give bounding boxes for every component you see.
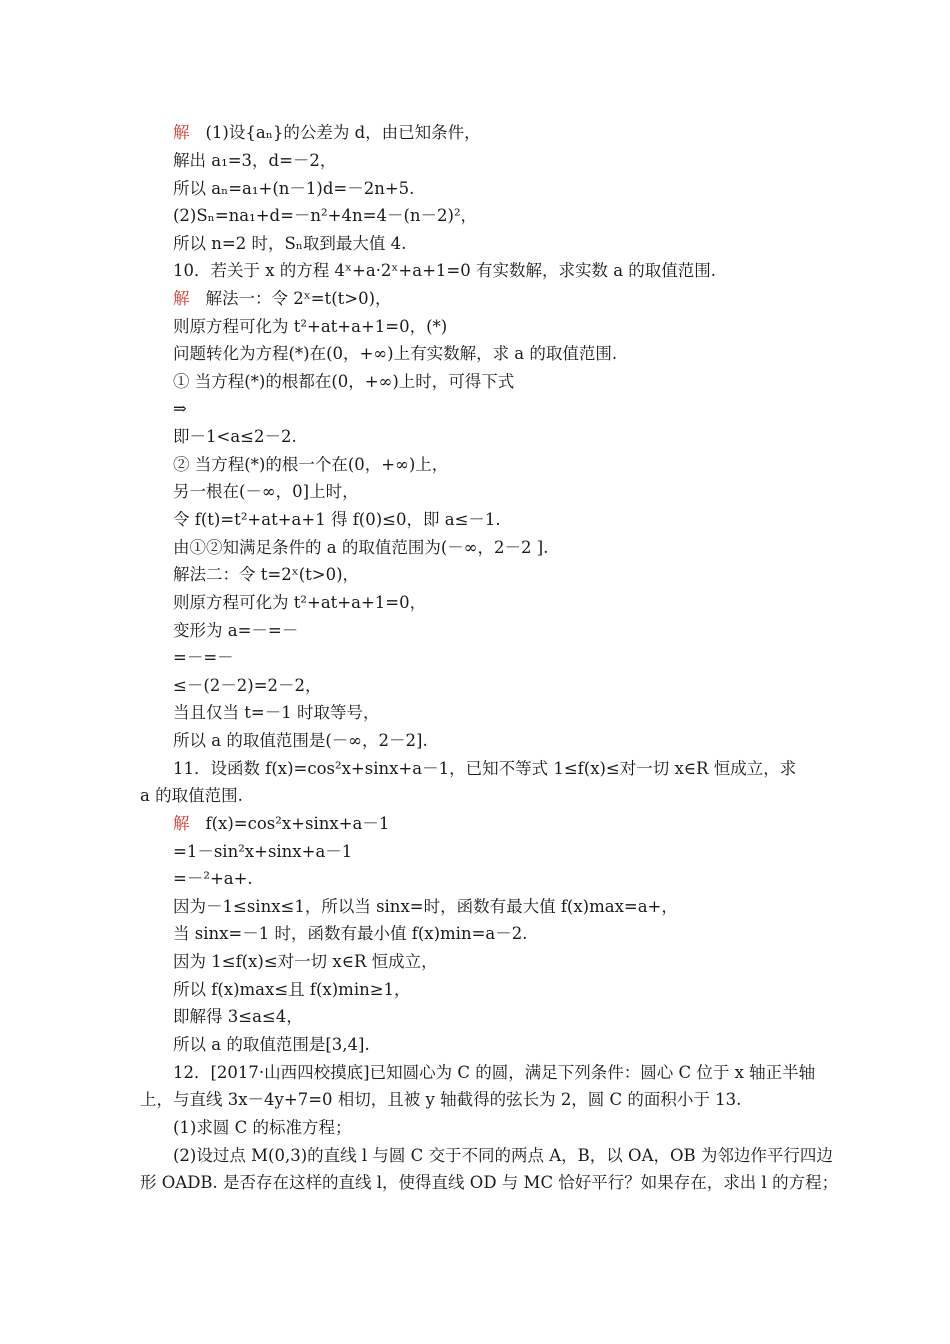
text-line: ② 当方程(*)的根一个在(0，+∞)上， <box>173 455 449 474</box>
text-line: 变形为 a=－=－ <box>173 621 299 640</box>
text-line: 所以 aₙ=a₁+(n－1)d=－2n+5. <box>173 179 415 198</box>
text-line: (2)Sₙ=na₁+d=－n²+4n=4－(n－2)²， <box>173 206 478 225</box>
text-line: 所以 f(x)max≤且 f(x)min≥1， <box>173 980 411 999</box>
question-10: 10．若关于 x 的方程 4ˣ+a·2ˣ+a+1=0 有实数解，求实数 a 的取值范围. <box>173 261 717 280</box>
text-line: 所以 a 的取值范围是[3,4]. <box>173 1035 370 1054</box>
text-line: =－=－ <box>173 648 234 667</box>
text-line: 则原方程可化为 t²+at+a+1=0， <box>173 593 427 612</box>
text-line: 所以 n=2 时，Sₙ取到最大值 4. <box>173 234 407 253</box>
solution-keyword: 解 <box>173 814 190 833</box>
text-line: 所以 a 的取值范围是(－∞，2－2]. <box>173 731 428 750</box>
solution-keyword: 解 <box>173 289 190 308</box>
question-11-continued: a 的取值范围. <box>140 786 243 805</box>
question-12-part1: (1)求圆 C 的标准方程； <box>173 1118 352 1137</box>
solution-9-part1: 解 (1)设{aₙ}的公差为 d，由已知条件， <box>173 123 481 142</box>
question-12: 12．[2017·山西四校摸底]已知圆心为 C 的圆，满足下列条件：圆心 C 位于 x 轴正半轴 <box>173 1063 816 1082</box>
question-11: 11．设函数 f(x)=cos²x+sinx+a－1，已知不等式 1≤f(x)≤对一切 x∈R 恒成立，求 <box>173 759 797 778</box>
text-line: 解出 a₁=3，d=－2， <box>173 151 337 170</box>
text-line: 因为－1≤sinx≤1，所以当 sinx=时，函数有最大值 f(x)max=a+， <box>173 897 678 916</box>
text-line: 则原方程可化为 t²+at+a+1=0，(*) <box>173 317 448 336</box>
text-line: 因为 1≤f(x)≤对一切 x∈R 恒成立， <box>173 952 438 971</box>
text-line: 即－1<a≤2－2. <box>173 427 297 446</box>
text-line: =－²+a+. <box>173 869 253 888</box>
question-12-continued: 上，与直线 3x－4y+7=0 相切，且被 y 轴截得的弦长为 2，圆 C 的面积小于 13. <box>140 1090 742 1109</box>
text-line: =1－sin²x+sinx+a－1 <box>173 842 353 861</box>
text-line: 当且仅当 t=－1 时取等号， <box>173 703 380 722</box>
solution-keyword: 解 <box>173 123 190 142</box>
question-12-part2-continued: 形 OADB. 是否存在这样的直线 l，使得直线 OD 与 MC 恰好平行？如果存在，求出 l 的方程； <box>140 1173 839 1192</box>
text-line: 即解得 3≤a≤4， <box>173 1007 303 1026</box>
text-line: 问题转化为方程(*)在(0，+∞)上有实数解，求 a 的取值范围. <box>173 344 618 363</box>
solution-10-method2: 解法二：令 t=2ˣ(t>0)， <box>173 565 360 584</box>
text-line: 令 f(t)=t²+at+a+1 得 f(0)≤0，即 a≤－1. <box>173 510 501 529</box>
text-line: 由①②知满足条件的 a 的取值范围为(－∞，2－2 ]. <box>173 538 549 557</box>
solution-11: 解 f(x)=cos²x+sinx+a－1 <box>173 814 390 833</box>
text-line: ≤－(2－2)=2－2， <box>173 676 322 695</box>
solution-10-method1: 解 解法一：令 2ˣ=t(t>0)， <box>173 289 392 308</box>
text-line: ① 当方程(*)的根都在(0，+∞)上时，可得下式 <box>173 372 515 391</box>
text-line: ⇒ <box>173 399 187 418</box>
text-line: 当 sinx=－1 时，函数有最小值 f(x)min=a－2. <box>173 924 528 943</box>
text-line: 另一根在(－∞，0]上时， <box>173 482 359 501</box>
question-12-part2: (2)设过点 M(0,3)的直线 l 与圆 C 交于不同的两点 A，B，以 OA，OB 为邻边作平行四边 <box>173 1146 833 1165</box>
